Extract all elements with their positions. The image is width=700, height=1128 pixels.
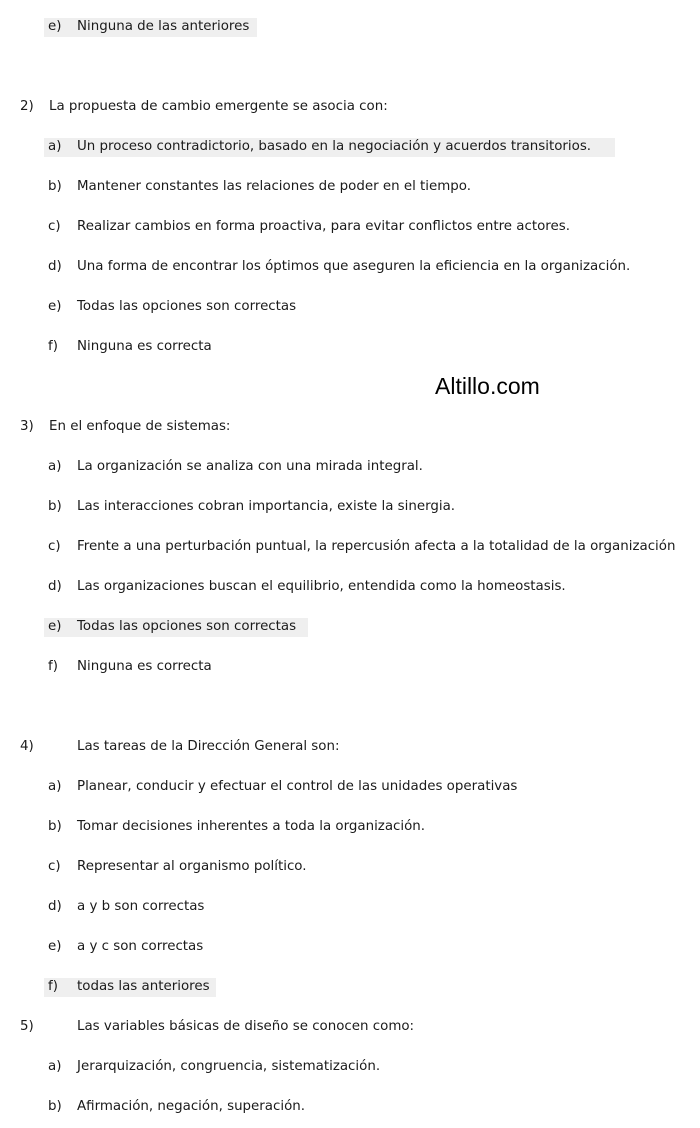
question-number: 4) [20,739,34,754]
option-text: Una forma de encontrar los óptimos que aseguren la eficiencia en la organización. [77,259,631,274]
option-letter: e) [48,619,62,634]
option-letter: a) [48,1059,62,1074]
option-letter: d) [48,259,62,274]
option-letter: c) [48,859,61,874]
option-text: Frente a una perturbación puntual, la repercusión afecta a la totalidad de la organización [77,539,676,554]
site-watermark: Altillo.com [435,373,540,399]
option-text: Planear, conducir y efectuar el control de las unidades operativas [77,779,518,794]
option-letter: e) [48,19,62,34]
option-text: Todas las opciones son correctas [77,619,297,634]
option-letter: e) [48,299,62,314]
option-text: Jerarquización, congruencia, sistematización. [77,1059,381,1074]
option-letter: b) [48,499,62,514]
option-text: Las interacciones cobran importancia, existe la sinergia. [77,499,456,514]
option-letter: b) [48,179,62,194]
option-letter: d) [48,579,62,594]
option-text: Ninguna es correcta [77,339,212,354]
option-letter: c) [48,219,61,234]
option-text: a y b son correctas [77,899,205,914]
option-text: Afirmación, negación, superación. [77,1099,306,1114]
option-letter: f) [48,979,58,994]
option-text: La organización se analiza con una mirada integral. [77,459,423,474]
question-number: 5) [20,1019,34,1034]
question-text: En el enfoque de sistemas: [49,419,231,434]
option-text: Ninguna es correcta [77,659,212,674]
option-letter: b) [48,819,62,834]
question-number: 3) [20,419,34,434]
option-text: todas las anteriores [77,979,210,994]
option-text: Representar al organismo político. [77,859,307,874]
option-letter: b) [48,1099,62,1114]
option-text: Ninguna de las anteriores [77,19,250,34]
option-letter: a) [48,779,62,794]
question-number: 2) [20,99,34,114]
option-text: a y c son correctas [77,939,204,954]
option-letter: a) [48,139,62,154]
option-letter: d) [48,899,62,914]
option-text: Las organizaciones buscan el equilibrio, entendida como la homeostasis. [77,579,566,594]
question-text: La propuesta de cambio emergente se asocia con: [49,99,388,114]
question-text: Las variables básicas de diseño se conocen como: [77,1019,415,1034]
option-letter: f) [48,659,58,674]
option-letter: f) [48,339,58,354]
option-text: Realizar cambios en forma proactiva, para evitar conflictos entre actores. [77,219,570,234]
option-letter: a) [48,459,62,474]
question-text: Las tareas de la Dirección General son: [77,739,340,754]
option-text: Todas las opciones son correctas [77,299,297,314]
option-text: Un proceso contradictorio, basado en la negociación y acuerdos transitorios. [77,139,592,154]
option-letter: c) [48,539,61,554]
option-letter: e) [48,939,62,954]
option-text: Mantener constantes las relaciones de poder en el tiempo. [77,179,472,194]
option-text: Tomar decisiones inherentes a toda la organización. [77,819,426,834]
